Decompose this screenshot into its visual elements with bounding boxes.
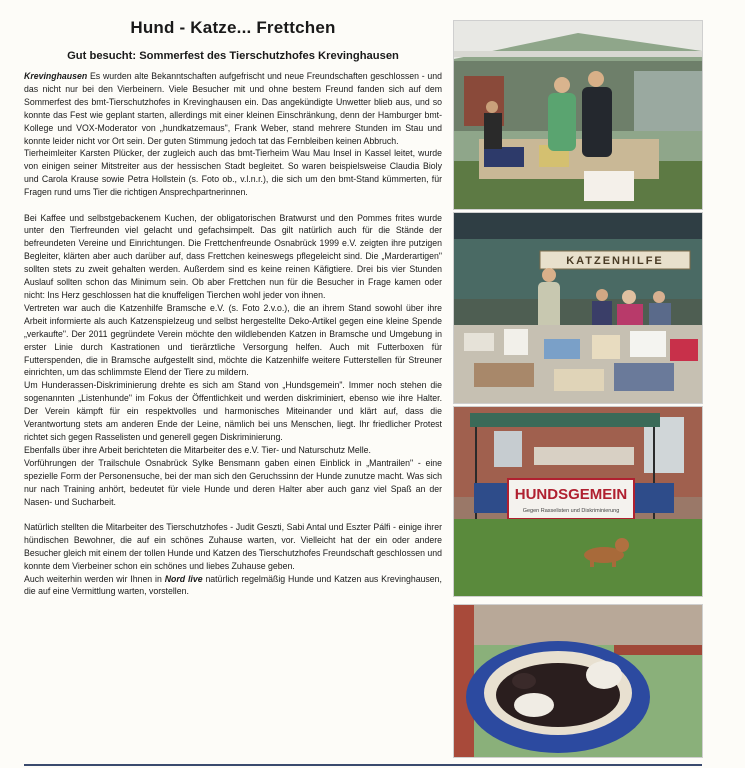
photo-cat-bed-image xyxy=(454,605,702,757)
hundsgemein-banner-text: HUNDSGEMEIN xyxy=(514,486,628,503)
photo-bmt-stand-image xyxy=(454,21,702,209)
paragraph-8: Natürlich stellten die Mitarbeiter des Tierschutzhofes - Judit Geszti, Sabi Antal und Eszter Pálfi - einige ihrer hündischen Bewohner, die auf ein schönes Zuhause warten, vor. Vielleicht hat der ein oder andere Besucher gleich mit einem der tollen Hunde und Katzen des Tierschutzhofes Freundschaft geschlossen und konnte dem Vierbeiner schon ein schönes und liebes Zuhause geben. xyxy=(24,521,442,571)
paragraph-3: Bei Kaffee und selbstgebackenem Kuchen, der obligatorischen Bratwurst und den Pommes frites wurde unter den Tierfreunden viel gelacht und gefachsimpelt. Das gilt natürlich auch für die Stände der befreundeten Vereine und Einrichtungen. Die Frettchenfreunde Osnabrück 1999 e.V. zeigten ihre putzigen Begleiter, klärten aber auch darüber auf, dass Frettchen keineswegs pflegeleicht sind. Die „Marderartigen" sollten stets zu zweit gehalten werden. Außerdem sind es keine reinen Käfigtiere. Drei bis vier Stunden Auslauf sollten schon das Minimum sein. Ob aber Frettchen nun für die Besucher in Frage kamen oder nicht: Ins Herz geschlossen hat die knuffeligen Tierchen wohl jeder von ihnen. xyxy=(24,212,442,300)
paragraph-9-text-b: natürlich regelmäßig Hunde und Katzen aus Krevinghausen, die auf eine Vermittlung warten, vorstellen. xyxy=(24,573,442,597)
paragraph-4: Vertreten war auch die Katzenhilfe Bramsche e.V. (s. Foto 2.v.o.), die an ihrem Stand sowohl über ihre Arbeit informierte als auch Katzenspielzeug und selbst hergestellte Deko-Artikel gegen eine kleine Spende „verkaufte". Der 2011 gegründete Verein möchte den wildlebenden Katzen in Bramsche und Umgebung in erster Linie durch Kastrationen und tierärztliche Versorgung helfen. Auch mit Futterboxen für Futterspenden, die in Bramsche aufgestellt sind, möchte die Katzenhilfe weitere Futterstellen für Streuner einrichten, um das schlimmste Elend der Tiere zu mildern. xyxy=(24,302,442,378)
dateline-location: Krevinghausen xyxy=(24,71,88,81)
paragraph-1 xyxy=(24,70,442,147)
paragraph-1-text: Es wurden alte Bekanntschaften aufgefrischt und neue Freundschaften geschlossen - und das nicht nur bei den Vierbeinern. Viele Besucher mit und ohne bestem Freund fanden sich auf dem Sommerfest des bmt-Tierschutzhofes in Krevinghausen ein. Das angekündigte Unwetter blieb aus, und so konnte das Fest wie geplant starten, allerdings mit einer kleinen Einschränkung, denn der Hamburger bmt-Kollege und VOX-Moderator von „hundkatzemaus", Frank Weber, stand mehrere Stunden im Stau und konnte leider nicht vor Ort sein. Der guten Stimmung jedoch tat das Fernbleiben keinen Abbruch. xyxy=(24,71,442,146)
article-subheadline: Gut besucht: Sommerfest des Tierschutzhofes Krevinghausen xyxy=(67,50,399,62)
paragraph-6: Ebenfalls über ihre Arbeit berichteten die Mitarbeiter des e.V. Tier- und Naturschutz Melle. xyxy=(24,444,371,455)
magazine-name: Nord live xyxy=(164,573,203,584)
bottom-rule xyxy=(24,764,702,766)
photo-katzenhilfe-image xyxy=(454,213,702,403)
paragraph-9 xyxy=(24,573,442,599)
article-column xyxy=(24,14,442,598)
paragraph-9-text-a: Auch weiterhin werden wir Ihnen in xyxy=(24,573,165,584)
photo-katzenhilfe-stand xyxy=(453,212,703,404)
paragraph-7: Vorführungen der Trailschule Osnabrück Sylke Bensmann gaben einen Einblick in „Mantrailen" - eine spezielle Form der Personensuche, bei der man sich den Geruchssinn der Hunde zunutze macht. Was sich nur nach Training anhört, bedeutet für viele Hunde und deren Halter aber auch ganz viel Spaß an der Nasen- und Sucharbeit. xyxy=(24,457,442,507)
hundsgemein-banner-subtext: Gegen Rasselisten und Diskriminierung xyxy=(522,508,620,514)
article-body xyxy=(24,70,442,598)
photo-cat-bed xyxy=(453,604,703,758)
photo-bmt-stand xyxy=(453,20,703,210)
photo-hundsgemein-image xyxy=(454,407,702,596)
paragraph-5: Um Hunderassen-Diskriminierung drehte es sich am Stand von „Hundsgemein". Immer noch stehen die sogenannten „Listenhunde" im Fokus der Öffentlichkeit und werden diskriminiert, ebenso wie ihre Halter. Der Verein kämpft für ein respektvolles und harmonisches Miteinander und klärt auf, dass die Verantwortung stets am anderen Ende der Leine, nämlich bei uns Menschen, liegt. Ihr friedlicher Protest richtet sich gegen Rasselisten und generell gegen Diskriminierung. xyxy=(24,380,442,442)
photo-hundsgemein-stand xyxy=(453,406,703,597)
article-headline: Hund - Katze... Frettchen xyxy=(130,18,336,37)
paragraph-2: Tierheimleiter Karsten Plücker, der zugleich auch das bmt-Tierheim Wau Mau Insel in Kassel leitet, wurde von einigen seiner Mitstreiter aus der hessischen Stadt begleitet. So waren beispielsweise Claudia Bioly und Carola Krause sowie Petra Hollstein (s. Foto ob., v.l.n.r.), die sich um den bmt-Stand kümmerten, für Fragen rund ums Tier die richtigen Ansprechpartnerinnen. xyxy=(24,148,442,198)
katzenhilfe-banner-text: KATZENHILFE xyxy=(566,255,664,267)
